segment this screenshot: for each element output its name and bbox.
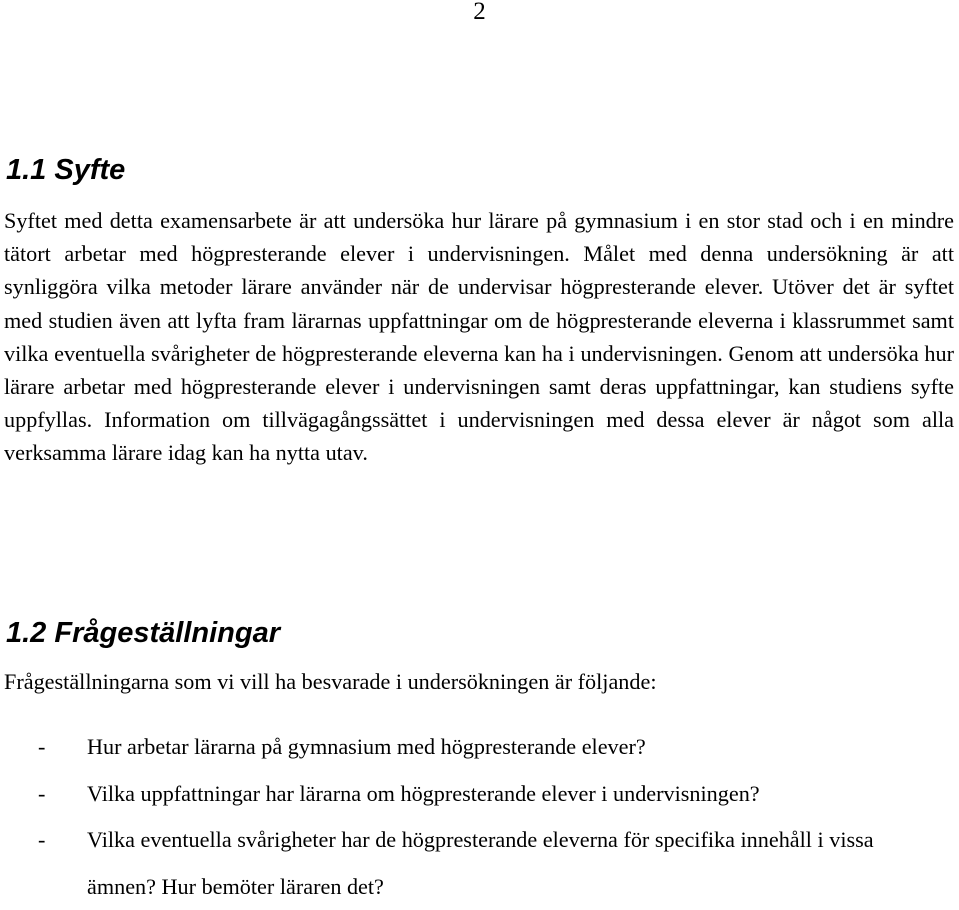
page-number: 2 [473, 0, 486, 25]
research-questions-list [0, 724, 959, 910]
section-heading-syfte: 1.1 Syfte [6, 154, 126, 186]
research-question-item [0, 817, 937, 910]
section-heading-fragestallningar: 1.2 Frågeställningar [6, 617, 280, 649]
purpose-paragraph: Syftet med detta examensarbete är att undersöka hur lärare på gymnasium i en stor stad och i en mindre tätort arbetar med högpresterande elever i undervisningen. Målet med denna undersökning är att synliggöra vilka metoder lärare använder när de undervisar högpresterande elever. Utöver det är syftet med studien även att lyfta fram lärarnas uppfattningar om de högpresterande eleverna i klassrummet samt vilka eventuella svårigheter de högpresterande eleverna kan ha i undervisningen. Genom att undersöka hur lärare arbetar med högpresterande elever i undervisningen samt deras uppfattningar, kan studiens syfte uppfyllas. Information om tillvägagångssättet i undervisningen med dessa elever är något som alla verksamma lärare idag kan ha nytta utav. [4, 208, 954, 466]
research-question-text: Hur arbetar lärarna på gymnasium med högpresterande elever? [87, 734, 646, 759]
list-bullet-dash: - [38, 734, 46, 759]
research-question-item [0, 771, 937, 818]
research-question-item [0, 724, 937, 771]
research-question-text: Vilka eventuella svårigheter har de högpresterande eleverna för specifika innehåll i vissa ämnen? Hur bemöter läraren det? [87, 827, 874, 899]
questions-intro-paragraph: Frågeställningarna som vi vill ha besvarade i undersökningen är följande: [4, 669, 657, 694]
list-bullet-dash: - [38, 827, 46, 852]
list-bullet-dash: - [38, 780, 46, 806]
research-question-text: Vilka uppfattningar har lärarna om högpresterande elever i undervisningen? [87, 780, 760, 806]
